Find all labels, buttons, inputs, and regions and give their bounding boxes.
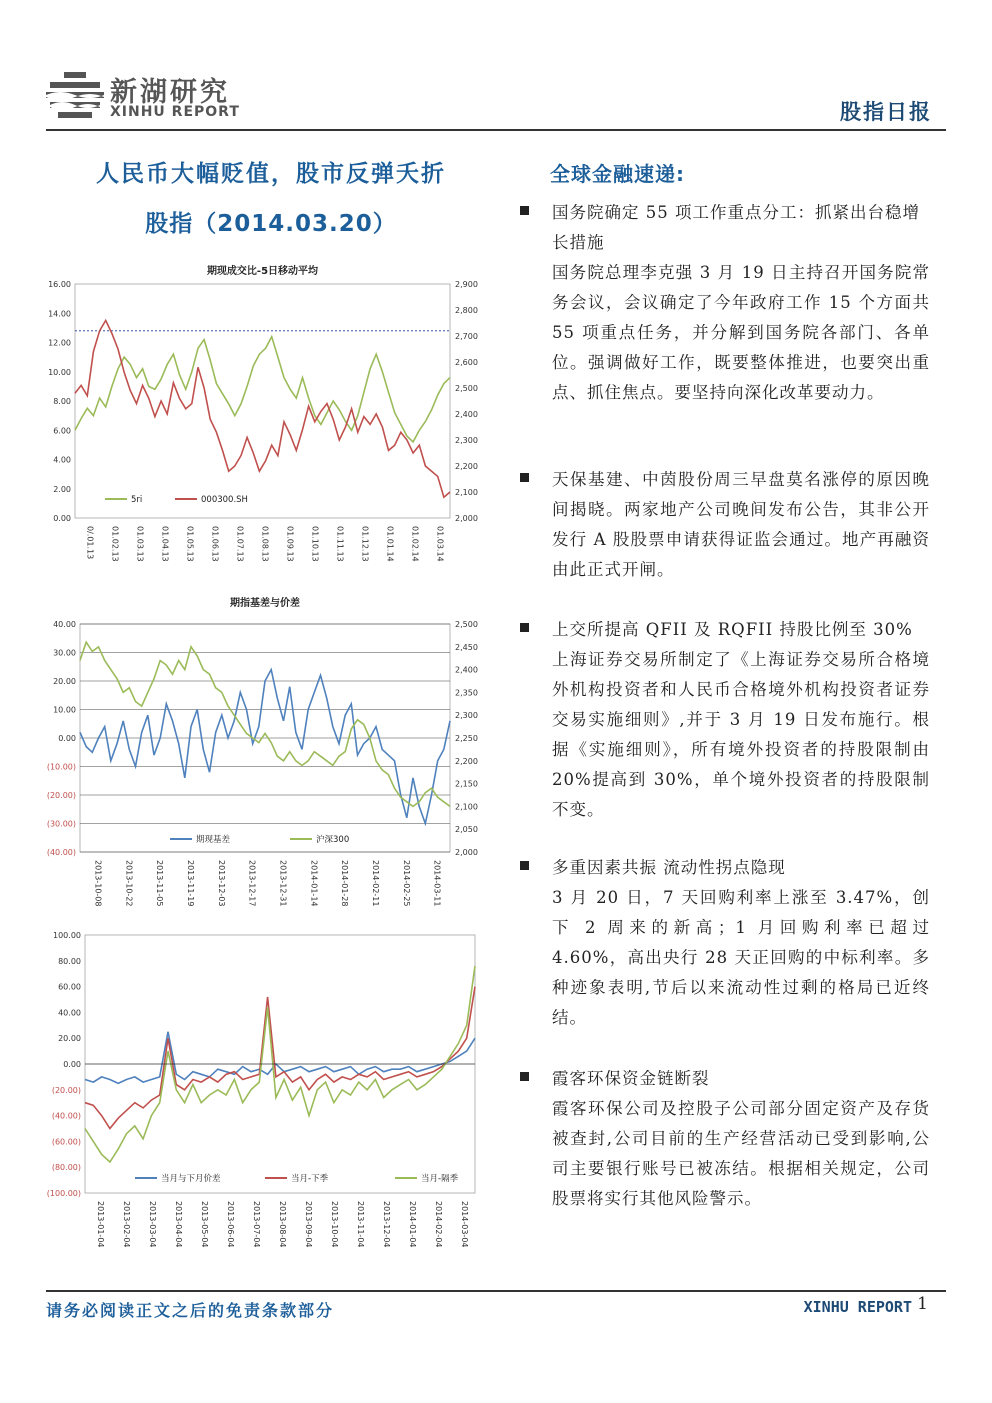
news-body: 3 月 20 日，7 天回购利率上涨至 3.47%，创下 2 周来的新高；1 月回购利率已超过 4.60%，高出央行 28 天正回购的中标利率。多种迹象表明,节后以来流动性过剩的格局已近终结。 <box>552 888 930 1027</box>
logo-text-en: XINHU REPORT <box>110 104 240 120</box>
x-tick-label: 2013-11-04 <box>356 1201 365 1248</box>
y-right-tick-label: 2,200 <box>455 462 478 471</box>
news-title: 霞客环保资金链断裂 <box>552 1069 710 1088</box>
y-tick-label: 10.00 <box>48 367 71 377</box>
y-tick-label: (40.00) <box>51 1111 81 1121</box>
y-tick-label: 14.00 <box>48 309 71 319</box>
y-tick-label: (20.00) <box>46 791 76 800</box>
legend-label: 期现基差 <box>196 835 231 845</box>
x-tick-label: 2014-01-28 <box>340 860 350 907</box>
x-tick-label: 2014-01-04 <box>408 1201 417 1248</box>
logo-text-cn: 新湖研究 <box>110 77 230 108</box>
y-right-tick-label: 2,050 <box>455 825 478 835</box>
x-tick-label: 2013-03-04 <box>148 1201 157 1248</box>
y-tick-label: 30.00 <box>53 648 76 658</box>
y-tick-label: 0.00 <box>63 1060 81 1069</box>
x-tick-label: 01.11.13 <box>335 526 345 562</box>
y-tick-label: 100.00 <box>53 931 81 940</box>
news-body: 天保基建、中茵股份周三早盘莫名涨停的原因晚间揭晓。两家地产公司晚间发布公告，其非公开发行 A 股股票申请获得证监会通过。地产再融资由此正式开闸。 <box>552 470 930 579</box>
news-body: 国务院总理李克强 3 月 19 日主持召开国务院常务会议，会议确定了今年政府工作 15 个方面共 55 项重点任务，并分解到国务院各部门、各单位。强调做好工作，既要整体推进，也要突出重点、抓住焦点。要坚持向深化改革要动力。 <box>552 263 930 402</box>
news-item <box>520 853 930 1033</box>
x-tick-label: 2014-02-11 <box>370 860 380 907</box>
chart-volume-ratio-svg <box>30 262 500 572</box>
y-right-tick-label: 2,400 <box>455 410 478 419</box>
x-tick-label: 2013-05-04 <box>200 1201 209 1248</box>
y-right-tick-label: 2,350 <box>455 688 478 698</box>
x-tick-label: 2014-02-25 <box>401 860 411 907</box>
series-line <box>80 642 450 806</box>
x-tick-label: 2013-01-04 <box>96 1201 105 1248</box>
chart-basis-spread <box>30 592 500 922</box>
report-type: 股指日报 <box>840 100 932 124</box>
news-body: 霞客环保公司及控股子公司部分固定资产及存货被查封,公司目前的生产经营活动已受到影响,公司主要银行账号已被冻结。根据相关规定，公司股票将实行其他风险警示。 <box>552 1099 930 1208</box>
y-tick-label: 6.00 <box>53 426 71 436</box>
disclaimer-note: 请务必阅读正文之后的免责条款部分 <box>46 1301 335 1320</box>
chart-calendar-spread-svg <box>30 925 500 1270</box>
y-tick-label: 2.00 <box>53 484 71 494</box>
y-right-tick-label: 2,900 <box>455 280 478 289</box>
y-right-tick-label: 2,100 <box>455 802 478 812</box>
chart-volume-ratio <box>30 262 500 572</box>
x-tick-label: 2014-02-04 <box>434 1201 443 1248</box>
chart-title: 期现成交比-5日移动平均 <box>206 266 319 277</box>
series-line <box>80 670 450 824</box>
footer-divider <box>46 1290 946 1292</box>
x-tick-label: 2013-02-04 <box>122 1201 131 1248</box>
x-tick-label: 2013-12-17 <box>247 860 257 907</box>
y-right-tick-label: 2,000 <box>455 848 478 857</box>
chart-calendar-spread <box>30 925 500 1270</box>
y-tick-label: (100.00) <box>46 1189 81 1198</box>
y-right-tick-label: 2,700 <box>455 332 478 341</box>
x-tick-label: 2014-03-04 <box>460 1201 469 1248</box>
y-right-tick-label: 2,600 <box>455 358 478 367</box>
y-tick-label: 40.00 <box>53 620 76 629</box>
x-tick-label: 2013-11-05 <box>155 860 165 907</box>
report-title: 人民币大幅贬值，股市反弹夭折 <box>96 161 446 187</box>
logo <box>46 70 246 126</box>
bullet-square-icon <box>520 1072 529 1081</box>
bullet-square-icon <box>520 206 529 215</box>
news-heading: 全球金融速递: <box>550 162 685 186</box>
x-tick-label: 01.03.13 <box>135 526 145 562</box>
bullet-square-icon <box>520 623 529 632</box>
news-item <box>520 1064 930 1214</box>
y-tick-label: (30.00) <box>46 819 76 829</box>
x-tick-label: 2013-06-04 <box>226 1201 235 1248</box>
x-tick-label: 2014-01-14 <box>309 860 319 907</box>
y-right-tick-label: 2,250 <box>455 734 478 743</box>
x-tick-label: 01.05.13 <box>185 526 195 562</box>
x-tick-label: 2013-04-04 <box>174 1201 183 1248</box>
y-tick-label: 8.00 <box>53 397 71 406</box>
report-subtitle: 股指（2014.03.20） <box>145 211 397 237</box>
news-title: 多重因素共振 流动性拐点隐现 <box>552 858 786 877</box>
y-tick-label: 40.00 <box>58 1008 81 1018</box>
x-tick-label: 01.07.13 <box>235 526 245 562</box>
legend-label: 当月-隔季 <box>421 1174 459 1184</box>
y-tick-label: (20.00) <box>51 1085 81 1095</box>
bullet-square-icon <box>520 473 529 482</box>
y-tick-label: 0.00 <box>53 514 71 523</box>
y-right-tick-label: 2,100 <box>455 488 478 497</box>
y-right-tick-label: 2,400 <box>455 665 478 675</box>
logo-mark-icon <box>46 72 104 122</box>
page-number: 1 <box>917 1294 928 1314</box>
series-line <box>85 1032 475 1084</box>
x-tick-label: 2013-10-04 <box>330 1201 339 1248</box>
y-tick-label: 12.00 <box>48 338 71 348</box>
x-tick-label: 0/.01.13 <box>85 526 95 560</box>
x-tick-label: 2013-12-03 <box>216 860 226 907</box>
chart-title: 期指基差与价差 <box>230 598 300 609</box>
x-tick-label: 01.02.14 <box>410 526 420 562</box>
bullet-square-icon <box>520 861 529 870</box>
y-tick-label: 20.00 <box>53 677 76 686</box>
legend-label: 当月-下季 <box>291 1174 329 1184</box>
y-right-tick-label: 2,000 <box>455 514 478 523</box>
y-tick-label: 60.00 <box>58 982 81 992</box>
y-right-tick-label: 2,500 <box>455 384 478 393</box>
x-tick-label: 01.08.13 <box>260 526 270 562</box>
y-tick-label: 20.00 <box>58 1034 81 1044</box>
series-line <box>75 337 450 442</box>
y-tick-label: 80.00 <box>58 956 81 966</box>
y-tick-label: 16.00 <box>48 280 71 289</box>
y-tick-label: (40.00) <box>46 848 76 857</box>
y-right-tick-label: 2,300 <box>455 711 478 721</box>
news-body: 上海证券交易所制定了《上海证券交易所合格境外机构投资者和人民币合格境外机构投资者证券交易实施细则》,并于 3 月 19 日发布施行。根据《实施细则》，所有境外投资者的持股限制由 20%提高到 30%，单个境外投资者的持股限制不变。 <box>552 650 930 819</box>
news-title: 国务院确定 55 项工作重点分工：抓紧出台稳增长措施 <box>552 203 920 252</box>
footer-brand: XINHU REPORT <box>803 1298 912 1316</box>
legend-label: 当月与下月价差 <box>161 1174 221 1184</box>
plot-area <box>75 284 450 518</box>
x-tick-label: 2013-09-04 <box>304 1201 313 1248</box>
y-tick-label: 10.00 <box>53 705 76 715</box>
x-tick-label: 01.12.13 <box>360 526 370 562</box>
y-tick-label: (10.00) <box>46 762 76 772</box>
y-right-tick-label: 2,500 <box>455 620 478 629</box>
legend-label: 000300.SH <box>201 495 248 505</box>
x-tick-label: 2013-11-19 <box>185 860 195 907</box>
x-tick-label: 01.09.13 <box>285 526 295 562</box>
x-tick-label: 2013-12-04 <box>382 1201 391 1248</box>
x-tick-label: 01.06.13 <box>210 526 220 562</box>
y-tick-label: 0.00 <box>58 734 76 743</box>
series-line <box>85 987 475 1129</box>
y-right-tick-label: 2,450 <box>455 642 478 652</box>
y-right-tick-label: 2,150 <box>455 779 478 789</box>
y-right-tick-label: 2,300 <box>455 436 478 445</box>
header-divider <box>46 129 946 131</box>
y-right-tick-label: 2,800 <box>455 306 478 315</box>
y-tick-label: (80.00) <box>51 1163 81 1173</box>
x-tick-label: 01.04.13 <box>160 526 170 562</box>
y-right-tick-label: 2,200 <box>455 756 478 766</box>
news-item <box>520 465 930 585</box>
x-tick-label: 01.03.14 <box>435 526 445 562</box>
x-tick-label: 2013-07-04 <box>252 1201 261 1248</box>
x-tick-label: 2013-10-08 <box>93 860 103 907</box>
x-tick-label: 2013-10-22 <box>124 860 134 907</box>
x-tick-label: 01.02.13 <box>110 526 120 562</box>
x-tick-label: 01.10.13 <box>310 526 320 562</box>
y-tick-label: (60.00) <box>51 1137 81 1147</box>
news-item <box>520 615 930 825</box>
legend-label: 沪深300 <box>316 835 350 845</box>
x-tick-label: 2013-08-04 <box>278 1201 287 1248</box>
x-tick-label: 2013-12-31 <box>278 860 288 907</box>
y-tick-label: 4.00 <box>53 455 71 465</box>
chart-basis-spread-svg <box>30 592 500 922</box>
news-item <box>520 198 930 408</box>
news-title: 上交所提高 QFII 及 RQFII 持股比例至 30% <box>552 620 913 639</box>
legend-label: 5ri <box>131 495 143 505</box>
x-tick-label: 01.01.14 <box>385 526 395 562</box>
x-tick-label: 2014-03-11 <box>432 860 442 907</box>
